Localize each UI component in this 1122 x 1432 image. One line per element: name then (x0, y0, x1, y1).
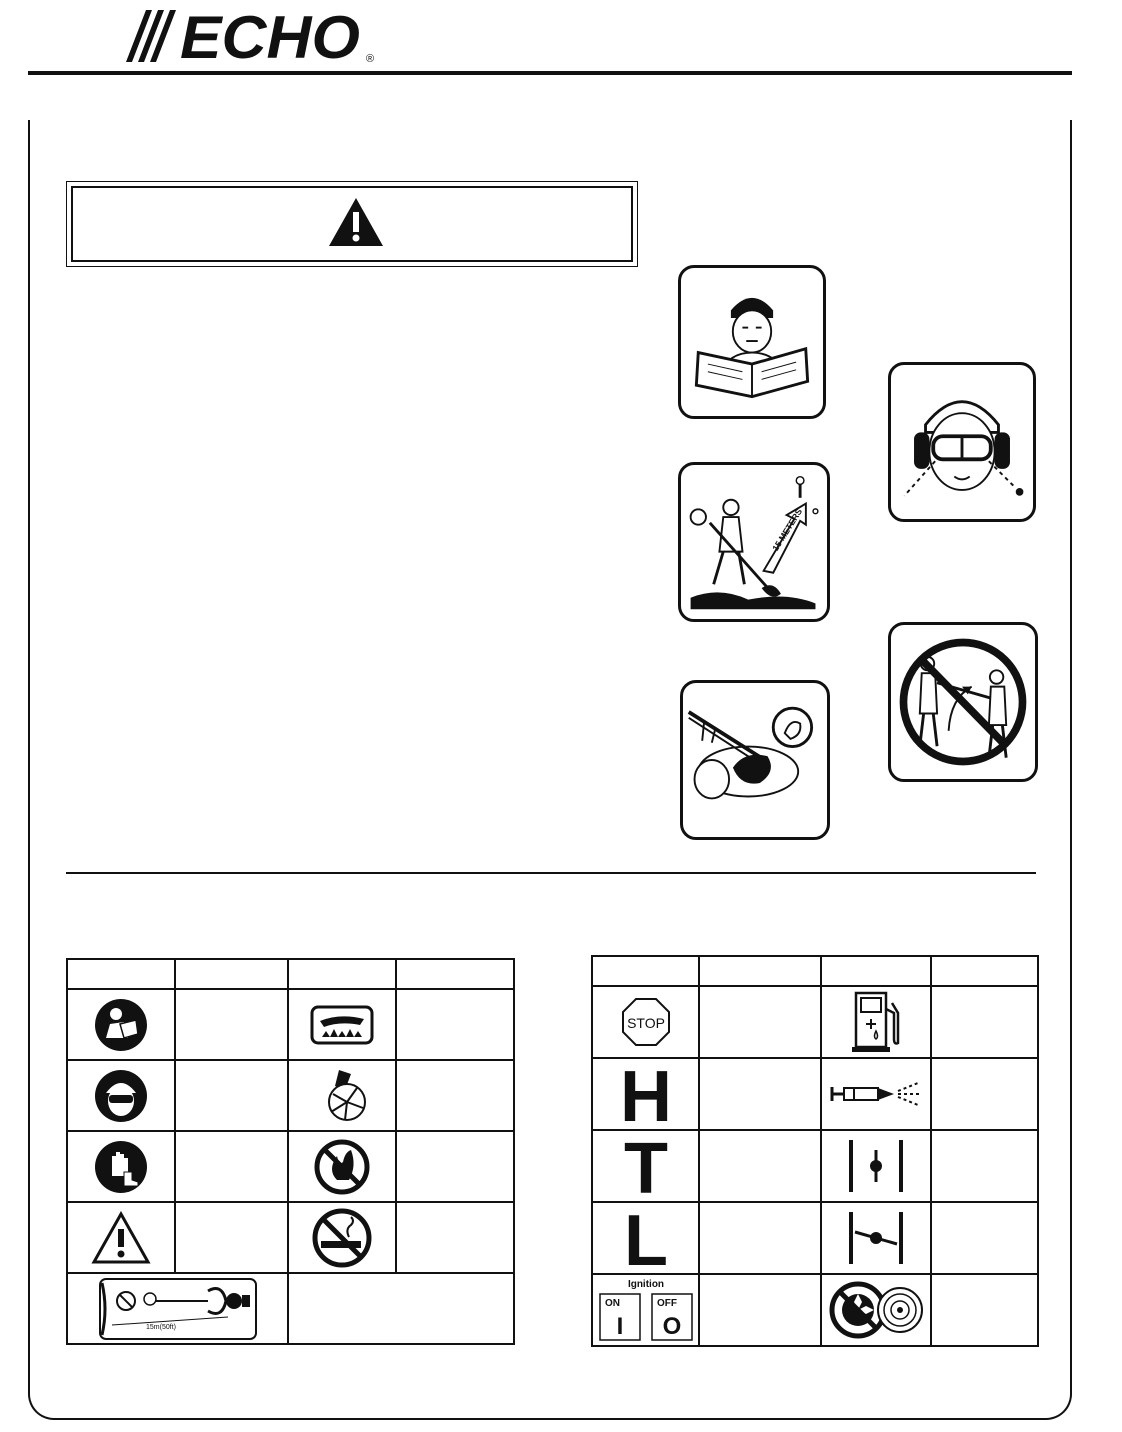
table-header (288, 959, 396, 989)
symbol-description (396, 989, 514, 1060)
read-manual-icon (67, 989, 175, 1060)
hand-rotating-blade-icon (288, 1060, 396, 1131)
ignition-off-symbol: O (662, 1313, 681, 1340)
symbol-description (699, 1058, 821, 1130)
no-metal-blade-icon (821, 1274, 931, 1346)
table-header (396, 959, 514, 989)
symbols-table-left (66, 958, 515, 1345)
stop-sign-icon (592, 986, 699, 1058)
symbol-description (396, 1202, 514, 1273)
table-row (67, 989, 514, 1060)
table-header (931, 956, 1038, 986)
table-header (699, 956, 821, 986)
choke-open-icon (821, 1130, 931, 1202)
table-row (67, 1273, 514, 1344)
ignition-off-label: OFF (656, 1298, 677, 1309)
face-goggles-earmuffs-icon (888, 362, 1036, 522)
table-row (592, 1058, 1038, 1130)
helmet-goggles-icon (67, 1060, 175, 1131)
symbol-description (931, 986, 1038, 1058)
table-row (592, 1202, 1038, 1274)
ignition-on-label: ON (604, 1298, 620, 1309)
no-smoking-icon (288, 1202, 396, 1273)
table-header (592, 956, 699, 986)
no-two-operators-icon (888, 622, 1038, 782)
warning-triangle-icon (67, 1202, 175, 1273)
symbol-description (175, 1060, 288, 1131)
choke-closed-icon (821, 1202, 931, 1274)
symbol-description (396, 1060, 514, 1131)
symbol-description (699, 1202, 821, 1274)
table-row (67, 1202, 514, 1273)
table-row (592, 986, 1038, 1058)
table-row (592, 1130, 1038, 1202)
meters-label: 15 METERS (770, 506, 805, 553)
registered-mark: ® (366, 53, 375, 65)
idle-speed-glyph: T (623, 1135, 668, 1197)
trimmer-debris-icon (680, 680, 830, 840)
gloves-boots-icon (67, 1131, 175, 1202)
table-row (592, 1274, 1038, 1346)
ignition-title: Ignition (627, 1279, 664, 1290)
symbol-description (699, 1274, 821, 1346)
table-row (67, 1131, 514, 1202)
symbol-description (931, 1202, 1038, 1274)
symbol-description (699, 1130, 821, 1202)
operator-15-meters-icon (678, 462, 830, 622)
ignition-switch-icon (592, 1274, 699, 1346)
symbol-description (931, 1130, 1038, 1202)
warning-triangle-icon (327, 196, 385, 248)
table-header (67, 959, 175, 989)
man-reading-manual-icon (678, 265, 826, 419)
low-speed-glyph: L (623, 1207, 668, 1269)
symbol-description (931, 1058, 1038, 1130)
table-header (821, 956, 931, 986)
high-speed-glyph: H (619, 1063, 672, 1125)
symbol-description (396, 1131, 514, 1202)
safe-distance-15m-icon (67, 1273, 288, 1344)
symbol-description (175, 989, 288, 1060)
distance-label: 15m(50ft) (145, 1323, 176, 1331)
header-rule (28, 71, 1072, 75)
ignition-on-symbol: I (616, 1313, 623, 1340)
no-open-flame-icon (288, 1131, 396, 1202)
fuel-pump-icon (821, 986, 931, 1058)
idle-speed-icon (592, 1130, 699, 1202)
symbol-description (699, 986, 821, 1058)
stop-label: STOP (626, 1015, 665, 1031)
hot-surface-hand-icon (288, 989, 396, 1060)
symbol-description (175, 1202, 288, 1273)
section-divider (66, 872, 1036, 874)
brand-name: ECHO (180, 4, 360, 66)
symbol-description (288, 1273, 514, 1344)
table-row (67, 1060, 514, 1131)
symbol-description (175, 1131, 288, 1202)
low-speed-mixture-icon (592, 1202, 699, 1274)
high-speed-mixture-icon (592, 1058, 699, 1130)
symbol-description (931, 1274, 1038, 1346)
primer-syringe-icon (821, 1058, 931, 1130)
table-header (175, 959, 288, 989)
symbols-table-right (591, 955, 1039, 1347)
echo-logo (112, 4, 382, 66)
